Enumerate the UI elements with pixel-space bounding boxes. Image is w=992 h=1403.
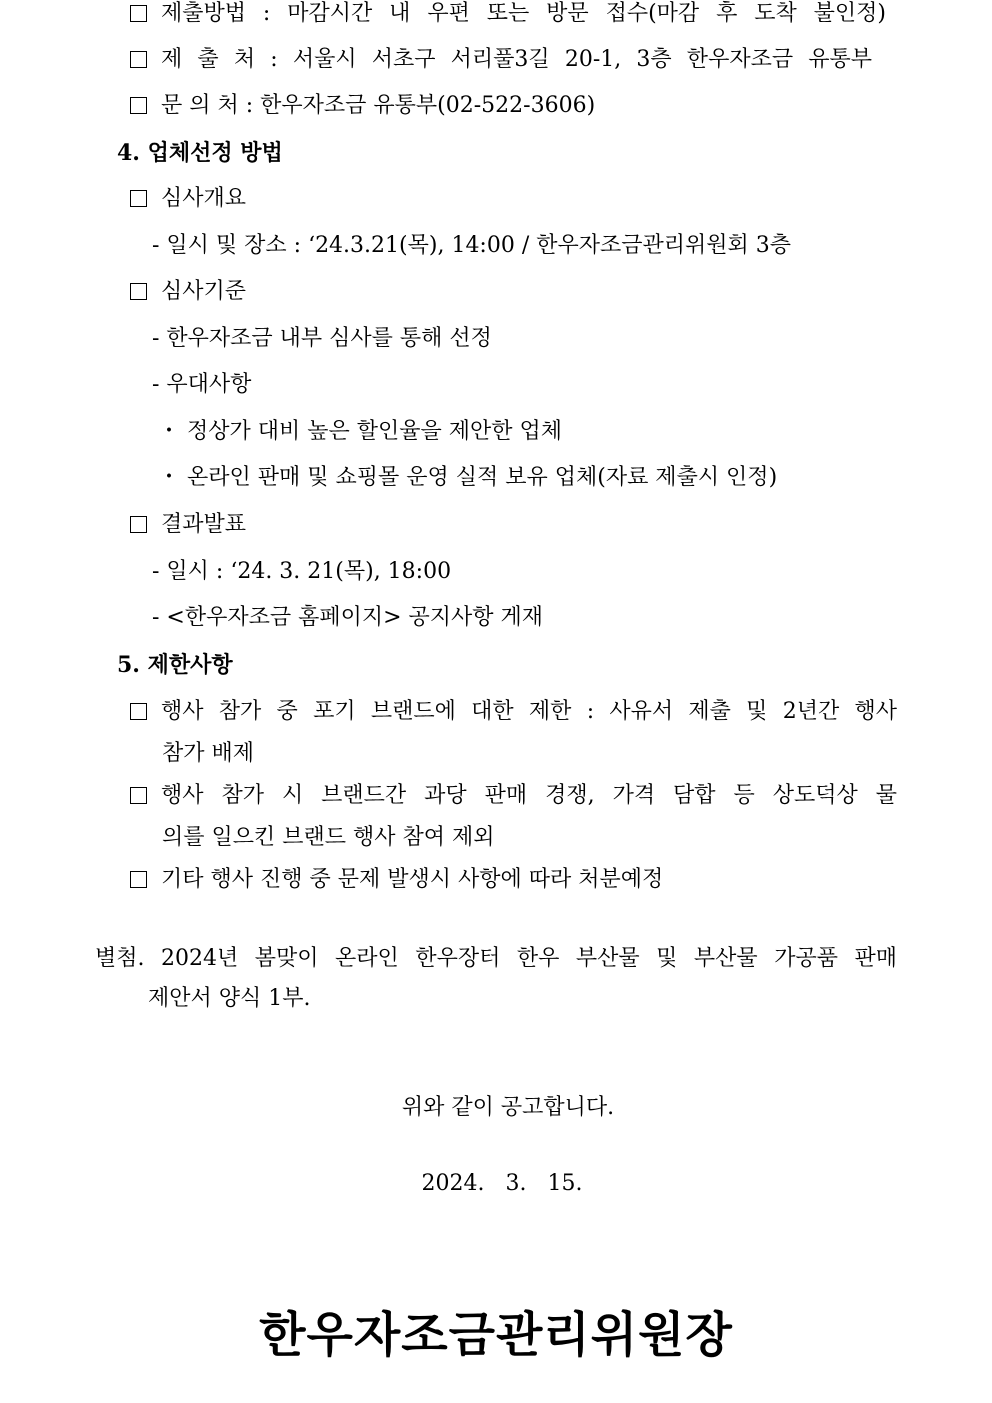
review-overview-text: 심사개요: [161, 186, 247, 211]
restriction-1-text: 행사 참가 중 포기 브랜드에 대한 제한 : 사유서 제출 및 2년간 행사: [161, 699, 897, 724]
review-criteria-item: [130, 278, 246, 306]
restriction-2: [130, 782, 897, 810]
preference-online: ・ 온라인 판매 및 쇼핑몰 운영 실적 보유 업체(자료 제출시 인정): [158, 465, 778, 490]
signature-title: 한우자조금관리위원장: [259, 1307, 733, 1363]
result-announce-text: 결과발표: [161, 512, 247, 537]
restriction-3-text: 기타 행사 진행 중 문제 발생시 사항에 따라 처분예정: [161, 867, 664, 892]
submit-place-item: [130, 46, 872, 74]
criteria-preference: - 우대사항: [152, 372, 252, 397]
submit-method-text: 제출방법 : 마감시간 내 우편 또는 방문 접수(마감 후 도착 불인정): [161, 1, 886, 26]
restriction-3: [130, 866, 663, 894]
checkbox-icon: [130, 190, 147, 207]
restriction-1: [130, 698, 897, 726]
restriction-2-cont: 의를 일으킨 브랜드 행사 참여 제외: [162, 825, 495, 850]
attachment-cont: 제안서 양식 1부.: [148, 986, 311, 1011]
section-5-title: 5. 제한사항: [117, 652, 233, 678]
inquiry-item: [130, 92, 595, 120]
criteria-internal: - 한우자조금 내부 심사를 통해 선정: [152, 326, 492, 351]
restriction-1-cont: 참가 배제: [162, 741, 255, 766]
submit-place-text: 제 출 처 : 서울시 서초구 서리풀3길 20-1, 3층 한우자조금 유통부: [161, 47, 872, 72]
announcement-text: 위와 같이 공고합니다.: [401, 1095, 615, 1120]
result-announce-item: [130, 511, 246, 539]
restriction-2-text: 행사 참가 시 브랜드간 과당 판매 경쟁, 가격 담합 등 상도덕상 물: [161, 783, 897, 808]
preference-discount: ・ 정상가 대비 높은 할인율을 제안한 업체: [158, 419, 562, 444]
checkbox-icon: [130, 283, 147, 300]
review-criteria-text: 심사기준: [161, 279, 247, 304]
checkbox-icon: [130, 787, 147, 804]
checkbox-icon: [130, 516, 147, 533]
review-date-place: - 일시 및 장소 : ‘24.3.21(목), 14:00 / 한우자조금관리위원회 3층: [152, 233, 792, 258]
submit-method-item: [130, 0, 886, 28]
checkbox-icon: [130, 51, 147, 68]
section-4-title: 4. 업체선정 방법: [117, 140, 283, 166]
attachment-line: 별첨. 2024년 봄맞이 온라인 한우장터 한우 부산물 및 부산물 가공품 판매: [95, 946, 897, 971]
result-date: - 일시 : ‘24. 3. 21(목), 18:00: [152, 559, 452, 584]
inquiry-text: 문 의 처 : 한우자조금 유통부(02-522-3606): [161, 93, 596, 118]
checkbox-icon: [130, 871, 147, 888]
checkbox-icon: [130, 703, 147, 720]
review-overview-item: [130, 185, 246, 213]
checkbox-icon: [130, 5, 147, 22]
result-notice: - <한우자조금 홈페이지> 공지사항 게재: [152, 605, 544, 630]
checkbox-icon: [130, 97, 147, 114]
announcement-date: 2024. 3. 15.: [421, 1171, 583, 1196]
